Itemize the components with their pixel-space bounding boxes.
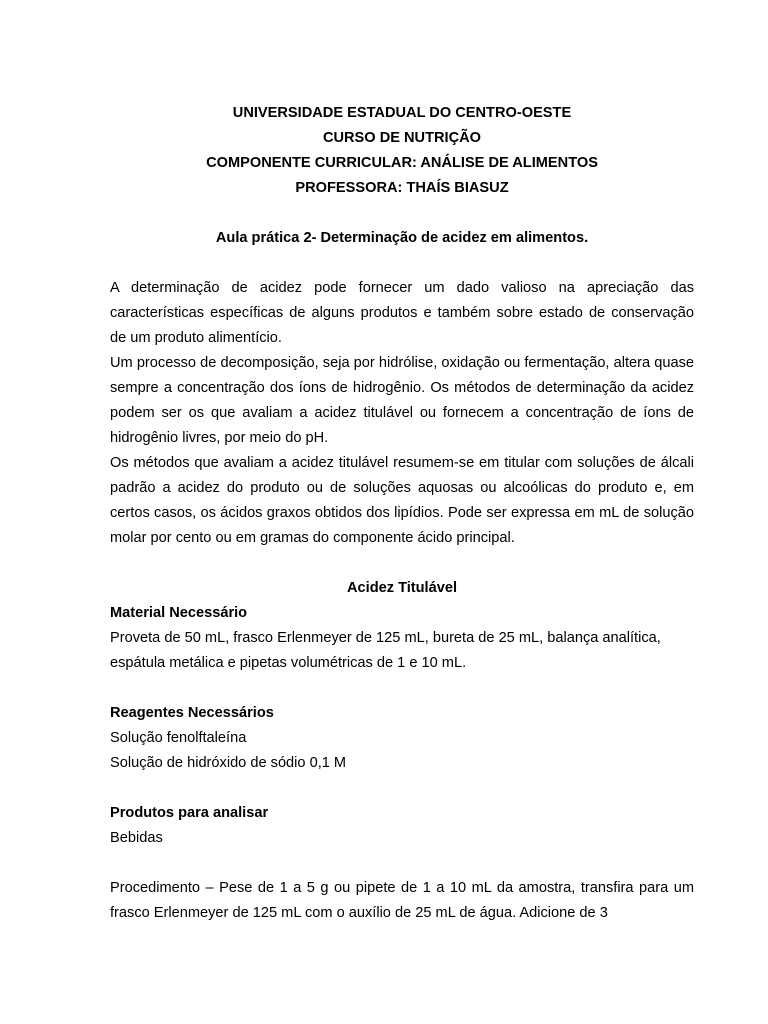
- section-title: Acidez Titulável: [346, 580, 458, 596]
- material-text: Proveta de 50 mL, frasco Erlenmeyer de 125 mL, bureta de 25 mL, balança analítica, espátula metálica e pipetas volumétricas de 1 e 10 mL.: [110, 630, 661, 671]
- course-name: CURSO DE NUTRIÇÃO: [322, 130, 482, 146]
- spacer: [110, 676, 694, 701]
- spacer: [110, 851, 694, 876]
- products-heading: Produtos para analisar: [110, 805, 269, 821]
- intro-paragraph-1: A determinação de acidez pode fornecer um dado valioso na apreciação das características específicas de alguns produtos e também sobre estado de conservação de um produto alimentício.: [110, 280, 694, 346]
- material-heading: Material Necessário: [110, 605, 248, 621]
- intro-paragraph-2: Um processo de decomposição, seja por hidrólise, oxidação ou fermentação, altera quase sempre a concentração dos íons de hidrogênio. Os métodos de determinação da acidez podem ser os que avaliam a acidez titulável ou fornecem a concentração de íons de hidrogênio livres, por meio do pH.: [110, 355, 694, 446]
- reagent-item: Solução de hidróxido de sódio 0,1 M: [110, 755, 347, 771]
- spacer: [110, 251, 694, 276]
- document-header: [110, 101, 694, 201]
- curricular-component: COMPONENTE CURRICULAR: ANÁLISE DE ALIMENTOS: [206, 155, 598, 171]
- spacer: [110, 776, 694, 801]
- professor-name: PROFESSORA: THAÍS BIASUZ: [295, 180, 509, 196]
- reagent-item: Solução fenolftaleína: [110, 730, 247, 746]
- lesson-title: Aula prática 2- Determinação de acidez em alimentos.: [215, 230, 589, 246]
- spacer: [110, 551, 694, 576]
- spacer: [110, 201, 694, 226]
- document-content: [110, 101, 694, 926]
- intro-paragraph-3: Os métodos que avaliam a acidez titulável resumem-se em titular com soluções de álcali padrão a acidez do produto ou de soluções aquosas ou alcoólicas do produto e, em certos casos, os ácidos graxos obtidos dos lipídios. Pode ser expressa em mL de solução molar por cento ou em gramas do componente ácido principal.: [110, 455, 694, 546]
- product-item: Bebidas: [110, 830, 163, 846]
- university-name: UNIVERSIDADE ESTADUAL DO CENTRO-OESTE: [232, 105, 572, 121]
- procedure-text: Procedimento – Pese de 1 a 5 g ou pipete de 1 a 10 mL da amostra, transfira para um frasco Erlenmeyer de 125 mL com o auxílio de 25 mL de água. Adicione de 3: [110, 880, 694, 921]
- reagents-heading: Reagentes Necessários: [110, 705, 274, 721]
